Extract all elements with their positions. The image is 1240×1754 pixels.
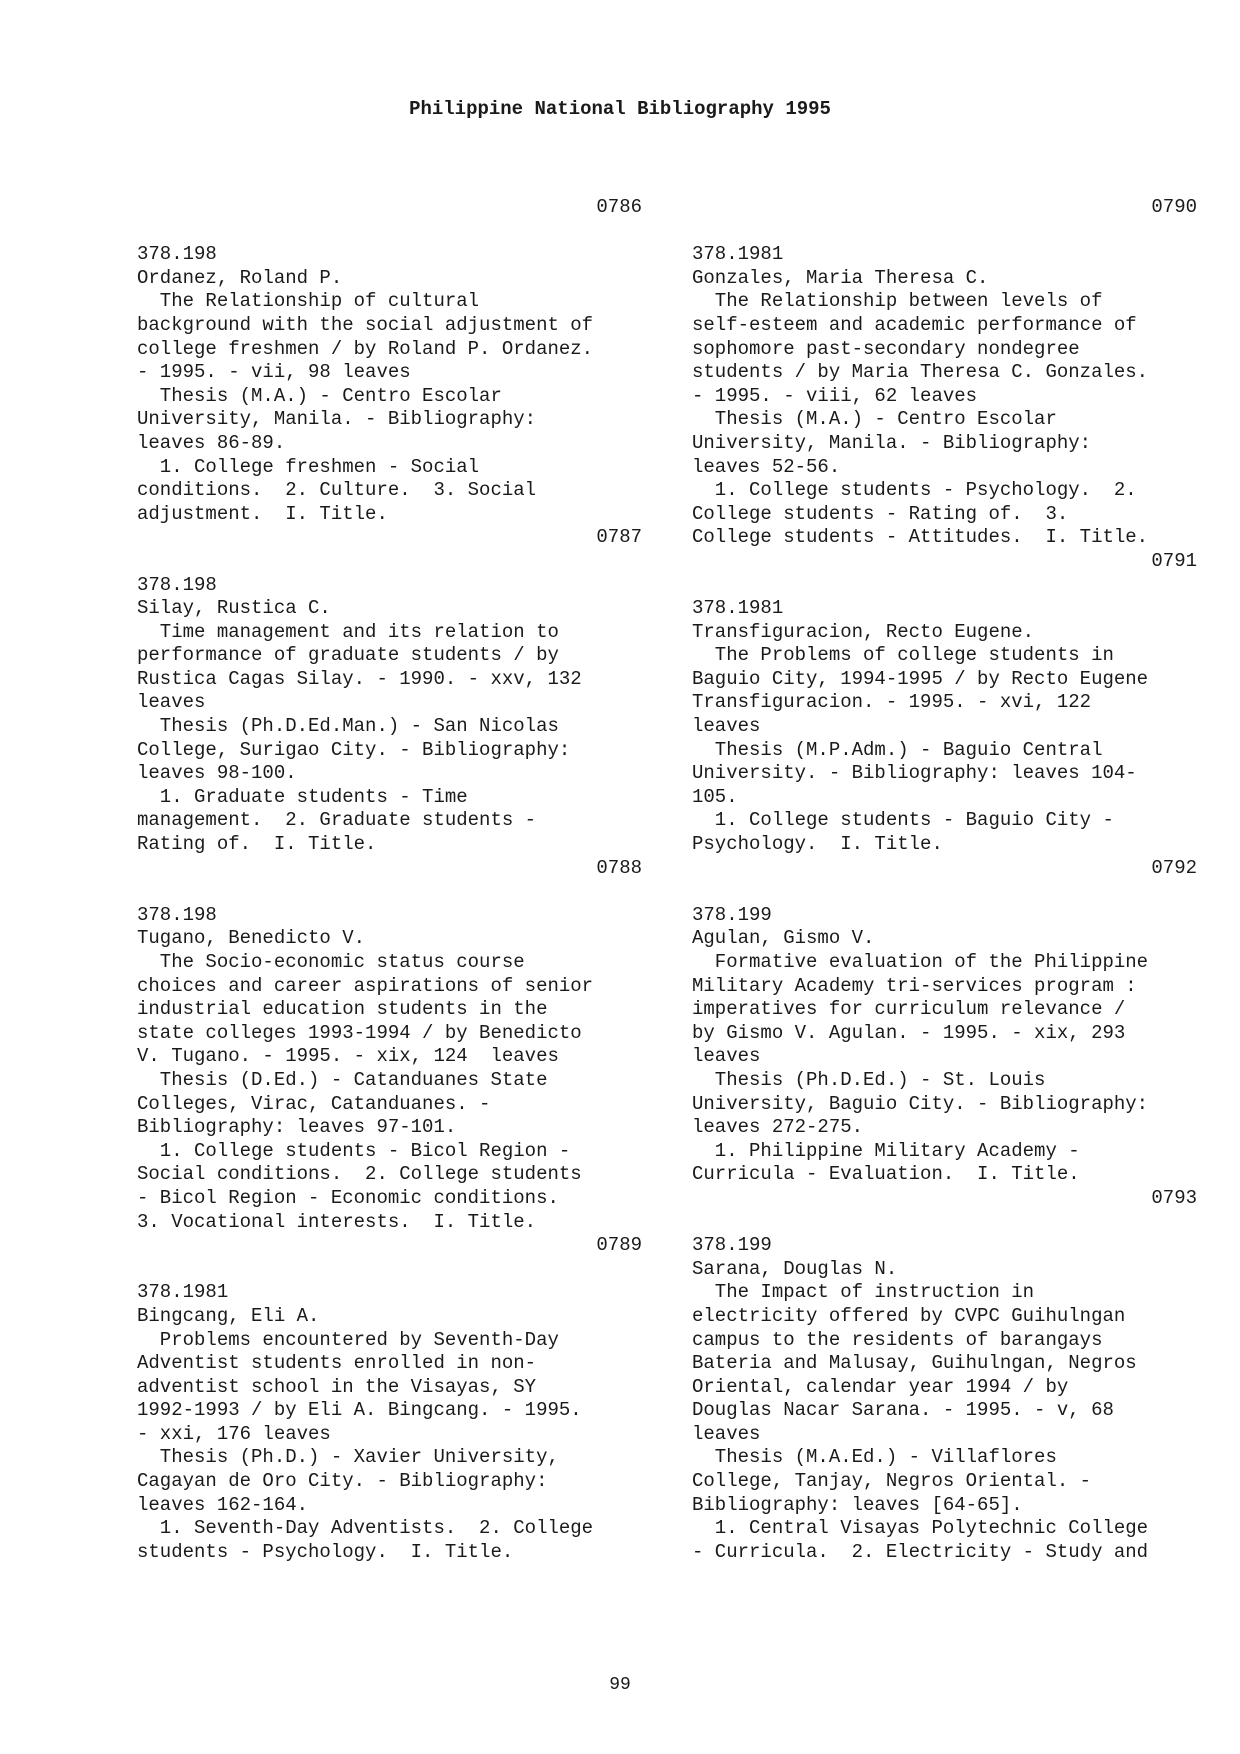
entry-text-line: 1. College students - Bicol Region - [137,1139,571,1162]
entry-text-line: 378.1981 [692,597,784,620]
entry-text-line: Curricula - Evaluation. I. Title. [692,1163,1080,1186]
entry-text-line: Bateria and Malusay, Guihulngan, Negros [692,1352,1137,1375]
entry-text-line: Transfiguracion, Recto Eugene. [692,620,1035,643]
entry-text-line: college freshmen / by Roland P. Ordanez. [137,337,594,360]
entry-text-line: Transfiguracion. - 1995. - xvi, 122 [692,691,1092,714]
entry-text-line: Psychology. I. Title. [692,833,943,856]
entry-text-line: 1. College students - Psychology. 2. [692,479,1137,502]
entry-text-line: sophomore past-secondary nondegree [692,337,1080,360]
entry-text-line: Gonzales, Maria Theresa C. [692,266,989,289]
entry-text-line: Thesis (M.A.Ed.) - Villaflores [692,1446,1057,1469]
entry-text-line: Cagayan de Oro City. - Bibliography: [137,1470,548,1493]
entry-text-line: Thesis (M.A.) - Centro Escolar [137,384,502,407]
entry-number: 0792 [1151,856,1197,879]
blank-line [137,880,642,904]
entry-text-line: performance of graduate students / by [137,644,559,667]
entry-text-line: leaves 86-89. [137,431,286,454]
entry-text-line: College students - Attitudes. I. Title. [692,526,1149,549]
entry-text-line: The Relationship between levels of [692,290,1103,313]
entry-text-line: imperatives for curriculum relevance / [692,998,1126,1021]
entry-text-line: Bingcang, Eli A. [137,1304,320,1327]
entry-text-line: 105. [692,785,738,808]
entry-text-line: Rustica Cagas Silay. - 1990. - xxv, 132 [137,667,582,690]
entry-text-line: 378.198 [137,573,217,596]
entry-text-line: Thesis (M.A.) - Centro Escolar [692,408,1057,431]
entry-text-line: 378.199 [692,903,772,926]
bibliography-column-left [137,196,642,1564]
entry-text-line: leaves [137,691,206,714]
entry-text-line: Colleges, Virac, Catanduanes. - [137,1092,491,1115]
entry-text-line: electricity offered by CVPC Guihulngan [692,1304,1126,1327]
entry-text-line: leaves [692,1422,761,1445]
entry-text-line: Douglas Nacar Sarana. - 1995. - v, 68 [692,1399,1114,1422]
entry-text-line: self-esteem and academic performance of [692,313,1137,336]
entry-text-line: University, Manila. - Bibliography: [137,408,537,431]
entry-text-line: 1. Graduate students - Time [137,785,468,808]
entry-text-line: 1992-1993 / by Eli A. Bingcang. - 1995. [137,1399,582,1422]
entry-text-line: management. 2. Graduate students - [137,809,537,832]
entry-text-line: Sarana, Douglas N. [692,1257,898,1280]
entry-text-line: adventist school in the Visayas, SY [137,1375,537,1398]
entry-text-line: leaves 162-164. [137,1493,309,1516]
entry-text-line: leaves [692,1045,761,1068]
bibliography-column-right [692,196,1197,1564]
entry-text-line: 3. Vocational interests. I. Title. [137,1210,537,1233]
entry-text-line: 378.198 [137,243,217,266]
entry-number: 0786 [596,196,642,218]
entry-text-line: The Impact of instruction in [692,1281,1035,1304]
entry-text-line: College students - Rating of. 3. [692,502,1069,525]
entry-text-line: Rating of. I. Title. [137,833,377,856]
entry-text-line: Bibliography: leaves [64-65]. [692,1493,1023,1516]
entry-text-line: 378.198 [137,903,217,926]
entry-text-line: background with the social adjustment of [137,313,594,336]
entry-text-line: 378.1981 [137,1281,229,1304]
entry-text-line: by Gismo V. Agulan. - 1995. - xix, 293 [692,1021,1126,1044]
blank-line [692,220,1197,244]
entry-text-line: 378.1981 [692,243,784,266]
entry-text-line: College, Tanjay, Negros Oriental. - [692,1470,1092,1493]
entry-number: 0790 [1151,196,1197,218]
page-title: Philippine National Bibliography 1995 [409,98,831,120]
entry-number: 0787 [596,526,642,549]
entry-text-line: Tugano, Benedicto V. [137,927,366,950]
blank-line [692,880,1197,904]
entry-text-line: industrial education students in the [137,998,548,1021]
entry-text-line: Problems encountered by Seventh-Day [137,1328,559,1351]
blank-line [692,1211,1197,1235]
entry-text-line: College, Surigao City. - Bibliography: [137,738,571,761]
entry-text-line: 1. Seventh-Day Adventists. 2. College [137,1517,594,1540]
entry-text-line: choices and career aspirations of senior [137,974,594,997]
entry-text-line: Thesis (Ph.D.) - Xavier University, [137,1446,559,1469]
entry-text-line: conditions. 2. Culture. 3. Social [137,479,537,502]
entry-text-line: - Bicol Region - Economic conditions. [137,1186,559,1209]
entry-number: 0789 [596,1234,642,1257]
entry-number: 0791 [1151,549,1197,572]
entry-text-line: V. Tugano. - 1995. - xix, 124 leaves [137,1045,559,1068]
entry-text-line: leaves 52-56. [692,455,841,478]
entry-text-line: 378.199 [692,1234,772,1257]
entry-text-line: campus to the residents of barangays [692,1328,1103,1351]
entry-text-line: Thesis (M.P.Adm.) - Baguio Central [692,738,1103,761]
entry-text-line: Thesis (Ph.D.Ed.) - St. Louis [692,1068,1046,1091]
entry-text-line: University. - Bibliography: leaves 104- [692,762,1137,785]
entry-text-line: state colleges 1993-1994 / by Benedicto [137,1021,582,1044]
entry-text-line: Time management and its relation to [137,620,559,643]
entry-text-line: 1. Central Visayas Polytechnic College [692,1517,1149,1540]
entry-text-line: Bibliography: leaves 97-101. [137,1116,457,1139]
entry-text-line: Silay, Rustica C. [137,597,331,620]
entry-text-line: students / by Maria Theresa C. Gonzales. [692,361,1149,384]
entry-text-line: leaves [692,715,761,738]
blank-line [137,220,642,244]
entry-text-line: adjustment. I. Title. [137,502,388,525]
entry-text-line: 1. College freshmen - Social [137,455,480,478]
entry-text-line: Thesis (D.Ed.) - Catanduanes State [137,1068,548,1091]
entry-text-line: students - Psychology. I. Title. [137,1540,514,1563]
entry-text-line: - Curricula. 2. Electricity - Study and [692,1540,1149,1563]
entry-text-line: The Problems of college students in [692,644,1114,667]
entry-text-line: The Socio-economic status course [137,951,525,973]
page-number: 99 [609,1675,631,1695]
blank-line [692,574,1197,598]
entry-text-line: Military Academy tri-services program : [692,974,1137,997]
entry-text-line: 1. College students - Baguio City - [692,809,1114,832]
entry-text-line: Social conditions. 2. College students [137,1163,582,1186]
entry-text-line: Thesis (Ph.D.Ed.Man.) - San Nicolas [137,715,559,738]
entry-number: 0793 [1151,1186,1197,1209]
entry-text-line: 1. Philippine Military Academy - [692,1139,1080,1162]
entry-text-line: Formative evaluation of the Philippine [692,951,1149,973]
entry-text-line: University, Baguio City. - Bibliography: [692,1092,1149,1115]
entry-text-line: leaves 98-100. [137,762,297,785]
blank-line [137,550,642,574]
entry-text-line: The Relationship of cultural [137,290,480,313]
entry-text-line: Ordanez, Roland P. [137,266,343,289]
entry-text-line: leaves 272-275. [692,1116,864,1139]
entry-text-line: Agulan, Gismo V. [692,927,875,950]
blank-line [137,1258,642,1282]
entry-text-line: University, Manila. - Bibliography: [692,431,1092,454]
entry-text-line: - 1995. - viii, 62 leaves [692,384,978,407]
entry-text-line: - xxi, 176 leaves [137,1422,331,1445]
entry-text-line: Oriental, calendar year 1994 / by [692,1375,1069,1398]
entry-text-line: Baguio City, 1994-1995 / by Recto Eugene [692,667,1149,690]
entry-text-line: Adventist students enrolled in non- [137,1352,537,1375]
entry-text-line: - 1995. - vii, 98 leaves [137,361,411,384]
entry-number: 0788 [596,856,642,879]
